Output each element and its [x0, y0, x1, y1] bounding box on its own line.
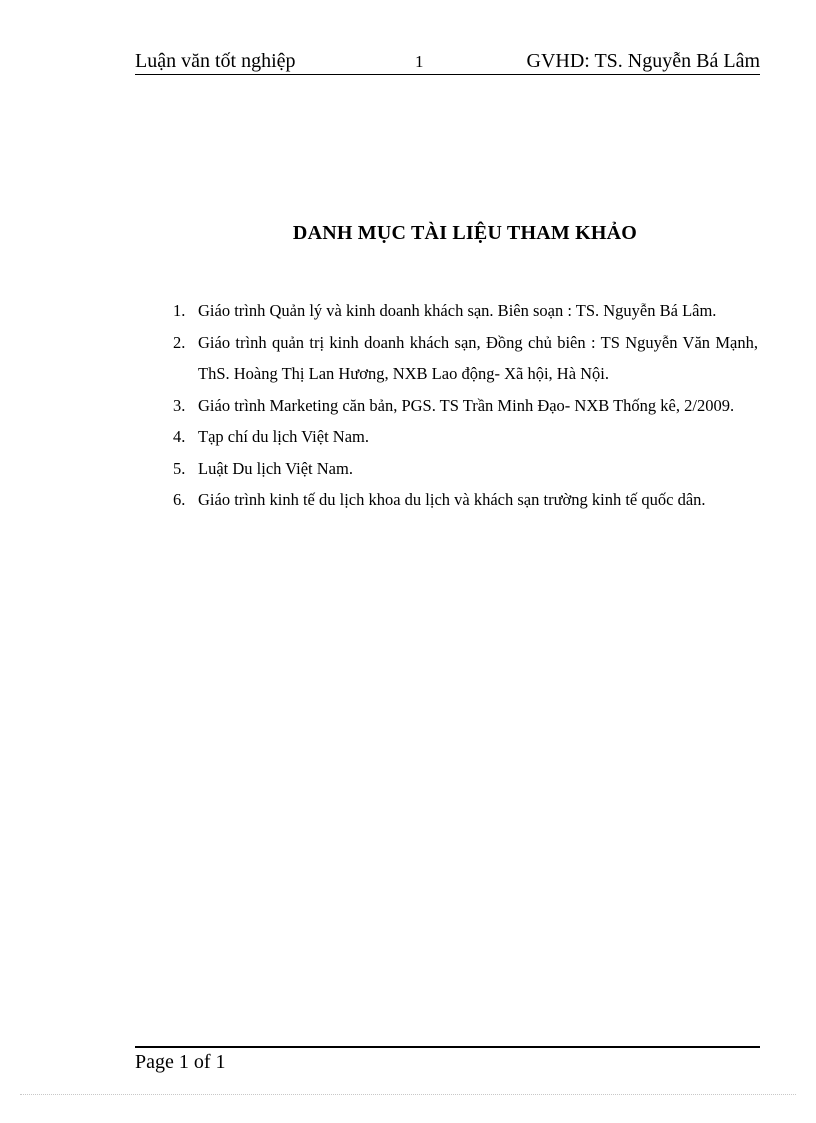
reference-number: 2.: [173, 332, 186, 352]
reference-number: 1.: [173, 301, 186, 320]
reference-item: [173, 453, 758, 485]
reference-number: 3.: [173, 395, 186, 415]
reference-text: Giáo trình Marketing căn bản, PGS. TS Trần Minh Đạo- NXB Thống kê, 2/2009.: [198, 395, 735, 415]
reference-number: 5.: [173, 458, 186, 478]
page-title: DANH MỤC TÀI LIỆU THAM KHẢO: [292, 222, 638, 244]
reference-item: [173, 421, 758, 453]
header-thesis-label: Luận văn tốt nghiệp: [135, 50, 296, 72]
reference-text: Giáo trình kinh tế du lịch khoa du lịch và khách sạn trường kinh tế quốc dân.: [198, 490, 706, 509]
reference-item: [173, 484, 758, 516]
reference-text: Giáo trình quản trị kinh doanh khách sạn, Đồng chủ biên : TS Nguyễn Văn Mạnh, ThS. Hoàng Thị Lan Hương, NXB Lao động- Xã hội, Hà Nội.: [198, 332, 758, 383]
reference-list: [173, 295, 758, 516]
reference-text: Luật Du lịch Việt Nam.: [198, 458, 353, 478]
reference-item: [173, 390, 758, 422]
reference-text: Giáo trình Quản lý và kinh doanh khách sạn. Biên soạn : TS. Nguyễn Bá Lâm.: [198, 301, 717, 320]
reference-text: Tạp chí du lịch Việt Nam.: [198, 427, 369, 446]
page-edge-divider: [20, 1094, 796, 1095]
reference-number: 6.: [173, 490, 186, 509]
reference-number: 4.: [173, 427, 186, 446]
footer-page-indicator: Page 1 of 1: [135, 1051, 226, 1073]
page-header: [135, 46, 760, 75]
header-page-number: 1: [415, 52, 424, 71]
reference-item: [173, 327, 758, 390]
footer-divider: [135, 1046, 760, 1048]
header-advisor: GVHD: TS. Nguyễn Bá Lâm: [526, 50, 760, 72]
reference-item: [173, 295, 758, 327]
